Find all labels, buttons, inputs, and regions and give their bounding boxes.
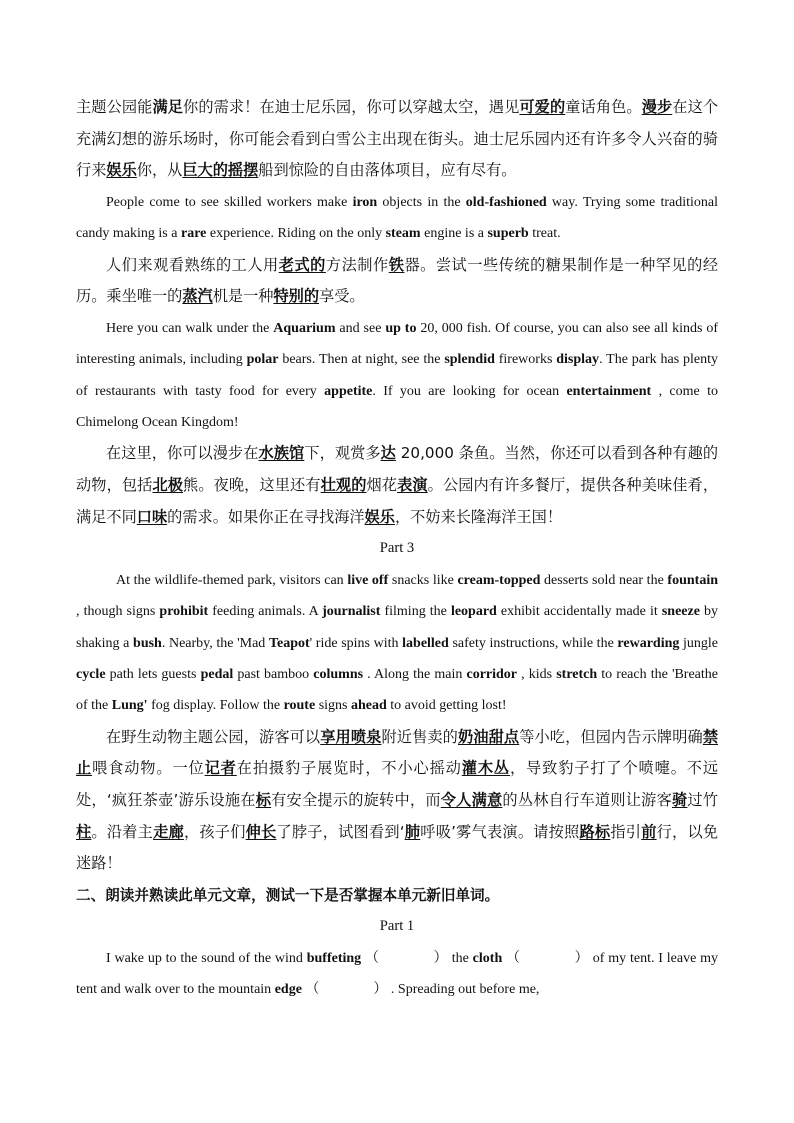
keyword-underlined: 灌木丛 bbox=[461, 759, 510, 778]
chinese-paragraph-disney bbox=[76, 92, 718, 187]
keyword-underlined: 柱 bbox=[76, 822, 92, 841]
keyword-underlined: 记者 bbox=[204, 759, 237, 778]
keyword-underlined: 娱乐 bbox=[106, 161, 137, 180]
document-page bbox=[76, 92, 718, 1006]
text-run: fog display. Follow the bbox=[147, 698, 284, 714]
keyword: labelled bbox=[402, 635, 449, 651]
keyword-underlined: 水族馆 bbox=[258, 444, 305, 463]
keyword-underlined: 表演 bbox=[397, 476, 428, 494]
keyword: splendid bbox=[444, 352, 495, 368]
text-run: 方法制作 bbox=[325, 255, 389, 274]
text-run: 器。尝试一些传统的糖果制作是一种罕见的经历。乘坐唯一的 bbox=[76, 255, 719, 306]
keyword: sneeze bbox=[661, 604, 700, 620]
keyword-underlined: 北极 bbox=[152, 476, 184, 494]
keyword-underlined: 娱乐 bbox=[364, 507, 395, 526]
english-paragraph-wildlife bbox=[76, 565, 718, 722]
keyword: route bbox=[283, 698, 316, 714]
keyword-underlined: 蒸汽 bbox=[182, 287, 213, 306]
text-run: treat. bbox=[528, 226, 561, 242]
chinese-paragraph-old-fashioned bbox=[76, 250, 718, 313]
keyword: cycle bbox=[76, 667, 106, 682]
text-run: 了脖子，试图看到‘ bbox=[276, 822, 405, 841]
keyword: prohibit bbox=[159, 604, 209, 620]
chinese-paragraph-aquarium bbox=[76, 438, 718, 533]
text-run: bears. Then at night, see the bbox=[278, 352, 445, 368]
text-run: 下，观赏多 bbox=[304, 444, 381, 463]
text-run: to avoid getting lost! bbox=[386, 698, 507, 714]
keyword: cream-topped bbox=[457, 572, 541, 588]
keyword-underlined: 骑 bbox=[672, 791, 688, 809]
keyword: pedal bbox=[200, 667, 234, 682]
keyword: buffeting bbox=[306, 950, 362, 966]
keyword-underlined: 壮观的 bbox=[320, 476, 367, 494]
text-run: 机是一种 bbox=[212, 287, 274, 306]
text-run: 童话角色。 bbox=[565, 98, 642, 116]
text-run: . Along the main bbox=[363, 667, 467, 682]
text-run: . The park has plenty of restaurants with tasty food for every bbox=[76, 352, 718, 399]
text-run: by shaking a bbox=[76, 604, 718, 651]
keyword-underlined: 前 bbox=[641, 822, 657, 841]
keyword-underlined: 达 bbox=[380, 444, 396, 463]
text-run: 你，从 bbox=[136, 161, 183, 180]
text-run: 熊。夜晚，这里还有 bbox=[183, 476, 321, 494]
text-run: 人们来观看熟练的工人用 bbox=[106, 255, 279, 274]
text-run: At the wildlife-themed park, visitors can bbox=[116, 572, 348, 588]
text-run: 。沿着主 bbox=[91, 822, 154, 841]
keyword-underlined: 铁 bbox=[388, 255, 405, 274]
text-run: Here you can walk under the bbox=[106, 320, 274, 336]
text-run: 等小吃，但园内告示牌明确 bbox=[519, 727, 703, 746]
text-run: 的需求。如果你正在寻找海洋 bbox=[167, 507, 365, 526]
text-run: jungle bbox=[679, 635, 719, 651]
english-paragraph-old-fashioned bbox=[76, 187, 718, 250]
text-run: 在野生动物主题公园，游客可以 bbox=[106, 727, 321, 746]
text-run: ） the bbox=[433, 950, 473, 966]
text-run: ） . Spreading out before me, bbox=[373, 982, 540, 998]
text-run: 喂食动物。一位 bbox=[92, 759, 205, 778]
text-run: ' ride spins with bbox=[309, 635, 403, 651]
english-paragraph-aquarium bbox=[76, 313, 718, 439]
text-run: 享受。 bbox=[319, 287, 365, 306]
text-run: 过竹 bbox=[687, 791, 719, 809]
keyword: appetite bbox=[324, 383, 373, 399]
text-run: 主题公园能 bbox=[76, 98, 153, 116]
keyword-underlined: 奶油甜点 bbox=[457, 727, 520, 746]
text-run: 20,000 条鱼。当然，你还可以看到各种有趣的动物，包括 bbox=[76, 444, 719, 494]
keyword: iron bbox=[352, 194, 378, 210]
keyword-underlined: 伸长 bbox=[245, 822, 277, 841]
keyword-underlined: 喷泉 bbox=[350, 727, 382, 746]
keyword: live off bbox=[347, 572, 389, 588]
text-run: filming the bbox=[380, 604, 451, 620]
english-paragraph-tent bbox=[76, 943, 718, 1006]
keyword: bush bbox=[133, 635, 162, 651]
keyword: rare bbox=[180, 226, 207, 242]
text-run: 有安全提示的旋转中，而 bbox=[271, 791, 441, 809]
keyword: Aquarium bbox=[273, 320, 336, 336]
keyword: old-fashioned bbox=[465, 194, 547, 210]
text-run: engine is a bbox=[420, 226, 488, 242]
keyword: stretch bbox=[556, 667, 598, 682]
keyword: superb bbox=[487, 226, 529, 242]
text-run: 你的需求！在迪士尼乐园，你可以穿越太空，遇见 bbox=[183, 98, 520, 116]
text-run: . If you are looking for ocean bbox=[372, 383, 567, 399]
keyword-underlined: 路标 bbox=[579, 822, 611, 841]
keyword-underlined: 老式的 bbox=[278, 255, 326, 274]
keyword: cloth bbox=[472, 950, 503, 966]
keyword-underlined: 走廊 bbox=[153, 822, 184, 841]
text-run: fireworks bbox=[494, 352, 557, 368]
text-run: past bamboo bbox=[233, 667, 314, 682]
text-run: path lets guests bbox=[105, 667, 201, 682]
text-run: experience. Riding on the only bbox=[206, 226, 386, 242]
keyword: entertainment bbox=[566, 383, 652, 399]
keyword-underlined: 享用 bbox=[320, 727, 351, 746]
text-run: and see bbox=[335, 320, 386, 336]
text-run: ，不妨来长隆海洋王国！ bbox=[394, 507, 562, 526]
text-run: ） of my tent. I leave my tent and walk over to the mountain bbox=[76, 950, 718, 998]
text-run: （ bbox=[502, 950, 521, 966]
text-run: 呼吸’雾气表演。请按照 bbox=[420, 822, 580, 841]
text-run: I wake up to the sound of the wind bbox=[106, 950, 307, 966]
text-run: ，导致豹子打了个喷嚏。不远处，‘疯狂茶壶’游乐设施在 bbox=[76, 759, 719, 809]
keyword: journalist bbox=[322, 604, 381, 620]
keyword-underlined: 禁止 bbox=[76, 727, 719, 778]
part-3-heading: Part 3 bbox=[379, 540, 415, 557]
keyword: corridor bbox=[466, 667, 518, 682]
text-run: 烟花 bbox=[366, 476, 398, 494]
keyword: 满足 bbox=[152, 98, 184, 116]
keyword-underlined: 令人满意 bbox=[440, 791, 503, 809]
keyword: display bbox=[556, 352, 600, 368]
text-run: objects in the bbox=[377, 194, 466, 210]
keyword: columns bbox=[313, 667, 364, 682]
keyword: steam bbox=[385, 226, 421, 242]
text-run: 的丛林自行车道则让游客 bbox=[502, 791, 672, 809]
text-run: desserts sold near the bbox=[540, 572, 668, 588]
text-run: 20, 000 fish. Of course, you can also see all kinds of interesting animals, including bbox=[76, 320, 718, 368]
keyword-underlined: 标 bbox=[255, 791, 272, 809]
text-run: 在这里，你可以漫步在 bbox=[106, 444, 259, 463]
text-run: 行，以免迷路！ bbox=[76, 822, 719, 873]
text-run: 指引 bbox=[610, 822, 642, 841]
text-run: ，孩子们 bbox=[183, 822, 246, 841]
section-two-heading: 二、朗读并熟读此单元文章，测试一下是否掌握本单元新旧单词。 bbox=[76, 886, 500, 904]
keyword: Teapot bbox=[268, 635, 310, 651]
text-run: to reach the 'Breathe of the bbox=[76, 667, 718, 714]
text-run: People come to see skilled workers make bbox=[106, 194, 353, 210]
text-run: . Nearby, the 'Mad bbox=[161, 635, 269, 651]
keyword: up to bbox=[385, 320, 417, 336]
chinese-paragraph-wildlife bbox=[76, 722, 718, 880]
text-run: safety instructions, while the bbox=[448, 635, 618, 651]
keyword-underlined: 口味 bbox=[136, 507, 168, 526]
keyword: rewarding bbox=[617, 635, 680, 651]
keyword-underlined: 可爱的 bbox=[519, 98, 566, 116]
keyword: edge bbox=[274, 982, 302, 998]
keyword-underlined: 巨大的摇摆 bbox=[182, 161, 259, 180]
text-run: snacks like bbox=[388, 572, 458, 588]
text-run: 。公园内有许多餐厅，提供各种美味佳肴，满足不同 bbox=[76, 476, 719, 526]
text-run: 附近售卖的 bbox=[381, 727, 458, 746]
keyword: leopard bbox=[450, 604, 497, 620]
keyword: polar bbox=[246, 352, 279, 368]
text-run: , kids bbox=[517, 667, 557, 682]
text-run: signs bbox=[315, 698, 351, 714]
text-run: way. Trying some traditional candy making is a bbox=[76, 194, 718, 242]
keyword-underlined: 肺 bbox=[404, 822, 421, 841]
keyword: fountain bbox=[667, 572, 718, 588]
part-1-heading: Part 1 bbox=[379, 918, 415, 935]
text-run: 船到惊险的自由落体项目，应有尽有。 bbox=[258, 161, 517, 180]
text-run: feeding animals. A bbox=[208, 604, 323, 620]
keyword: ahead bbox=[350, 698, 387, 714]
text-run: , come to Chimelong Ocean Kingdom! bbox=[76, 383, 718, 430]
text-run: exhibit accidentally made it bbox=[496, 604, 662, 620]
text-run: 在这个充满幻想的游乐场时，你可能会看到白雪公主出现在街头。迪士尼乐园内还有许多令人兴奋的骑行来 bbox=[76, 98, 719, 180]
text-run: （ bbox=[301, 982, 320, 998]
keyword-underlined: 特别的 bbox=[273, 287, 319, 306]
text-run: 在拍摄豹子展览时，不小心摇动 bbox=[236, 759, 462, 778]
text-run: （ bbox=[361, 950, 380, 966]
keyword: Lung' bbox=[111, 698, 148, 714]
text-run: , though signs bbox=[76, 604, 160, 620]
keyword-underlined: 漫步 bbox=[641, 98, 673, 116]
